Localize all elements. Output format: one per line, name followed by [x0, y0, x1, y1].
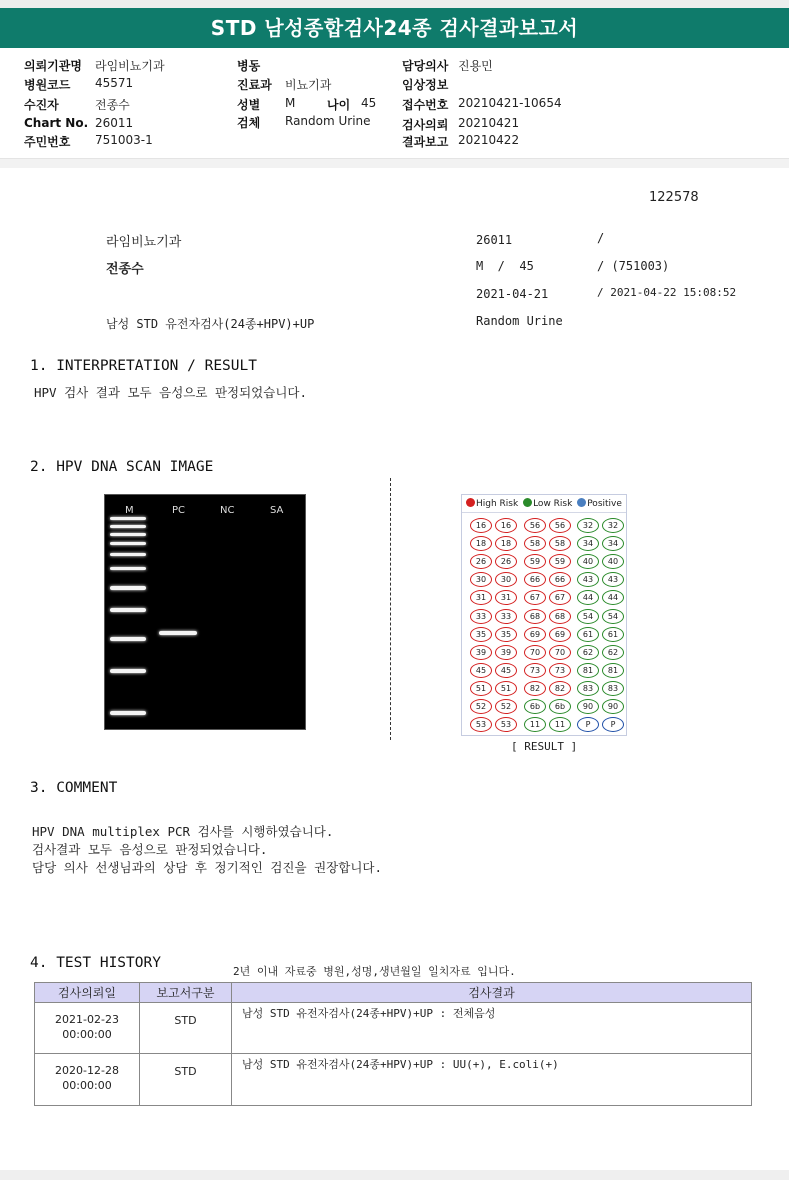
history-type: STD [140, 1003, 232, 1054]
hpv-type-39-oval: 39 [495, 645, 517, 660]
history-date-cell [35, 1003, 140, 1054]
hpv-type-81-oval: 81 [577, 663, 599, 678]
doctor-value: 진용민 [458, 59, 493, 73]
hospital-code-value: 45571 [95, 76, 134, 90]
info-chart: 26011 [476, 233, 513, 247]
hpv-type-26-oval: 26 [495, 554, 517, 569]
hpv-type-53-oval: 53 [495, 717, 517, 732]
hpv-type-11-oval: 11 [524, 717, 546, 732]
history-date-cell [35, 1054, 140, 1106]
section2-title: 2. HPV DNA SCAN IMAGE [30, 459, 214, 475]
clinical-info-label: 임상정보 [402, 78, 449, 92]
chart-no-value: 26011 [95, 116, 134, 130]
hpv-type-67-oval: 67 [549, 590, 571, 605]
top-strip [0, 0, 789, 8]
marker-band [110, 553, 146, 556]
hpv-type-62-oval: 62 [577, 645, 599, 660]
info-slash1: / [597, 231, 605, 245]
sex-value: M [285, 96, 296, 110]
hpv-type-54-oval: 54 [602, 609, 624, 624]
hpv-type-61-oval: 61 [602, 627, 624, 642]
history-time: 00:00:00 [62, 1028, 112, 1041]
hpv-type-67-oval: 67 [524, 590, 546, 605]
hpv-type-16-oval: 16 [470, 518, 492, 533]
gel-lane-label: SA [270, 505, 284, 516]
hpv-type-59-oval: 59 [524, 554, 546, 569]
column-header: 검사의뢰일 [35, 983, 140, 1003]
hpv-type-33-oval: 33 [470, 609, 492, 624]
info-date2: / 2021-04-22 15:08:52 [597, 286, 737, 299]
report-date-value: 20210422 [458, 133, 520, 147]
hpv-type-69-oval: 69 [524, 627, 546, 642]
info-resident: / (751003) [597, 259, 670, 273]
hpv-type-40-oval: 40 [602, 554, 624, 569]
hospital-code-label: 병원코드 [24, 78, 71, 92]
hpv-type-35-oval: 35 [495, 627, 517, 642]
marker-band [110, 711, 146, 715]
history-note: 2년 이내 자료중 병원,성명,생년월일 일치자료 입니다. [233, 965, 516, 978]
hpv-type-32-oval: 32 [577, 518, 599, 533]
history-date: 2021-02-23 [55, 1013, 119, 1026]
legend-low-risk: Low Risk [533, 499, 573, 509]
hpv-genotype-panel [461, 494, 627, 736]
info-date1: 2021-04-21 [476, 287, 549, 301]
resident-no-value: 751003-1 [95, 133, 153, 147]
resident-no-label: 주민번호 [24, 135, 71, 149]
hpv-type-51-oval: 51 [470, 681, 492, 696]
hpv-type-70-oval: 70 [549, 645, 571, 660]
hpv-type-56-oval: 56 [549, 518, 571, 533]
specimen-label: 검체 [237, 116, 261, 130]
hpv-type-45-oval: 45 [470, 663, 492, 678]
column-header: 보고서구분 [140, 983, 232, 1003]
hpv-type-62-oval: 62 [602, 645, 624, 660]
receipt-no-label: 접수번호 [402, 98, 449, 112]
hpv-type-69-oval: 69 [549, 627, 571, 642]
age-value: 45 [361, 96, 377, 110]
hpv-type-26-oval: 26 [470, 554, 492, 569]
marker-band [110, 637, 146, 641]
hpv-type-30-oval: 30 [470, 572, 492, 587]
history-date: 2020-12-28 [55, 1064, 119, 1077]
request-date-value: 20210421 [458, 116, 520, 130]
hpv-type-70-oval: 70 [524, 645, 546, 660]
gel-lane-label: NC [220, 505, 235, 516]
info-test: 남성 STD 유전자검사(24종+HPV)+UP [106, 317, 315, 331]
marker-band [110, 586, 146, 590]
gel-lane-label: M [125, 505, 134, 516]
report-date-label: 결과보고 [402, 135, 449, 149]
history-result: 남성 STD 유전자검사(24종+HPV)+UP : 전체음성 [232, 1003, 752, 1054]
legend-positive: Positive [587, 499, 622, 509]
hpv-type-68-oval: 68 [549, 609, 571, 624]
comment-line: HPV DNA multiplex PCR 검사를 시행하였습니다. [32, 824, 334, 839]
hpv-type-53-oval: 53 [470, 717, 492, 732]
hpv-type-51-oval: 51 [495, 681, 517, 696]
section4-title: 4. TEST HISTORY [30, 955, 161, 971]
marker-band [110, 525, 146, 528]
patient-label: 수진자 [24, 98, 59, 112]
high-risk-dot-icon [466, 498, 475, 507]
specimen-value: Random Urine [285, 114, 371, 128]
hpv-type-30-oval: 30 [495, 572, 517, 587]
comment-line: 담당 의사 선생님과의 상담 후 정기적인 검진을 권장합니다. [32, 860, 383, 875]
table-header-row [35, 983, 752, 1003]
legend-high-risk: High Risk [476, 499, 519, 509]
department-value: 비뇨기과 [285, 78, 332, 92]
hpv-type-34-oval: 34 [577, 536, 599, 551]
table-row [35, 1003, 752, 1054]
receipt-no-value: 20210421-10654 [458, 96, 562, 110]
hpv-type-68-oval: 68 [524, 609, 546, 624]
hpv-type-90-oval: 90 [602, 699, 624, 714]
hpv-type-6b-oval: 6b [549, 699, 571, 714]
hospital-label: 의뢰기관명 [24, 59, 82, 73]
age-label: 나이 [327, 98, 351, 112]
hpv-type-66-oval: 66 [524, 572, 546, 587]
ward-label: 병동 [237, 59, 261, 73]
low-risk-dot-icon [523, 498, 532, 507]
hpv-type-59-oval: 59 [549, 554, 571, 569]
report-id: 122578 [649, 190, 699, 205]
hpv-type-39-oval: 39 [470, 645, 492, 660]
gel-lane-label: PC [172, 505, 186, 516]
hpv-type-31-oval: 31 [495, 590, 517, 605]
marker-band [110, 517, 146, 520]
info-patient: 전종수 [106, 262, 144, 277]
history-type: STD [140, 1054, 232, 1106]
hpv-type-43-oval: 43 [602, 572, 624, 587]
section1-text: HPV 검사 결과 모두 음성으로 판정되었습니다. [34, 385, 308, 400]
comment-line: 검사결과 모두 음성으로 판정되었습니다. [32, 842, 268, 857]
patient-value: 전종수 [95, 98, 130, 112]
request-date-label: 검사의뢰 [402, 118, 449, 132]
hpv-type-31-oval: 31 [470, 590, 492, 605]
hpv-type-40-oval: 40 [577, 554, 599, 569]
hpv-type-66-oval: 66 [549, 572, 571, 587]
marker-band [110, 669, 146, 673]
positive-dot-icon [577, 498, 586, 507]
hpv-type-58-oval: 58 [549, 536, 571, 551]
hpv-type-35-oval: 35 [470, 627, 492, 642]
hpv-type-44-oval: 44 [602, 590, 624, 605]
column-header: 검사결과 [232, 983, 752, 1003]
hpv-type-56-oval: 56 [524, 518, 546, 533]
hpv-type-73-oval: 73 [524, 663, 546, 678]
hpv-type-90-oval: 90 [577, 699, 599, 714]
info-specimen: Random Urine [476, 314, 563, 328]
chart-no-label: Chart No. [24, 116, 89, 130]
hpv-type-P-oval: P [602, 717, 624, 732]
result-caption: [ RESULT ] [511, 740, 578, 753]
hpv-type-81-oval: 81 [602, 663, 624, 678]
info-hospital: 라임비뇨기과 [106, 235, 182, 250]
hospital-value: 라임비뇨기과 [95, 59, 165, 73]
hpv-type-45-oval: 45 [495, 663, 517, 678]
hpv-type-82-oval: 82 [524, 681, 546, 696]
hpv-type-32-oval: 32 [602, 518, 624, 533]
hpv-type-18-oval: 18 [470, 536, 492, 551]
marker-band [110, 608, 146, 612]
hpv-type-P-oval: P [577, 717, 599, 732]
hpv-type-83-oval: 83 [577, 681, 599, 696]
section1-title: 1. INTERPRETATION / RESULT [30, 358, 257, 374]
info-sex-age: M / 45 [476, 259, 534, 273]
hpv-type-52-oval: 52 [495, 699, 517, 714]
pc-band [159, 631, 197, 635]
doctor-label: 담당의사 [402, 59, 449, 73]
history-time: 00:00:00 [62, 1079, 112, 1092]
gel-electrophoresis-image [104, 494, 306, 730]
marker-band [110, 533, 146, 536]
section3-title: 3. COMMENT [30, 780, 118, 796]
hpv-type-73-oval: 73 [549, 663, 571, 678]
hpv-type-54-oval: 54 [577, 609, 599, 624]
hpv-type-33-oval: 33 [495, 609, 517, 624]
hpv-type-11-oval: 11 [549, 717, 571, 732]
hpv-legend [462, 495, 626, 513]
marker-band [110, 542, 146, 545]
hpv-type-58-oval: 58 [524, 536, 546, 551]
table-row [35, 1054, 752, 1106]
hpv-type-52-oval: 52 [470, 699, 492, 714]
hpv-type-61-oval: 61 [577, 627, 599, 642]
history-result: 남성 STD 유전자검사(24종+HPV)+UP : UU(+), E.coli(+) [232, 1054, 752, 1106]
bottom-strip [0, 1170, 789, 1180]
hpv-type-16-oval: 16 [495, 518, 517, 533]
hpv-type-82-oval: 82 [549, 681, 571, 696]
hpv-type-6b-oval: 6b [524, 699, 546, 714]
divider-dashed [390, 478, 391, 740]
header-divider [0, 158, 789, 168]
hpv-type-34-oval: 34 [602, 536, 624, 551]
test-history-table [34, 982, 752, 1106]
hpv-type-44-oval: 44 [577, 590, 599, 605]
marker-band [110, 567, 146, 570]
department-label: 진료과 [237, 78, 272, 92]
hpv-type-43-oval: 43 [577, 572, 599, 587]
sex-label: 성별 [237, 98, 261, 112]
report-title: STD 남성종합검사24종 검사결과보고서 [0, 8, 789, 48]
hpv-type-83-oval: 83 [602, 681, 624, 696]
hpv-type-18-oval: 18 [495, 536, 517, 551]
